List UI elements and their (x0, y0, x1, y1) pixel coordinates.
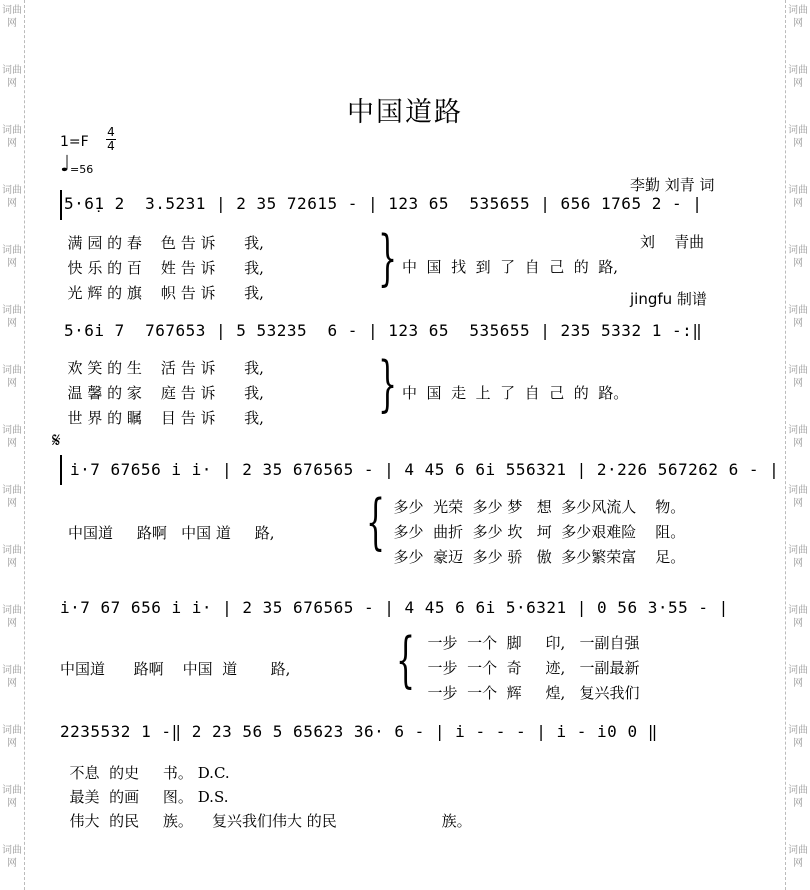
song-title: 中国道路 (347, 97, 463, 128)
watermark: 词曲网 (788, 485, 808, 509)
brace: { (366, 487, 386, 557)
watermark: 词曲网 (2, 725, 22, 749)
chorus-lead-2: 中国道 路啊 中国 道 路, (60, 660, 291, 678)
watermark: 词曲网 (2, 185, 22, 209)
watermark: 词曲网 (788, 845, 808, 869)
lyric-line: 一步 一个 辉 煌, 复兴我们 (427, 684, 640, 702)
lyric-line: 多少 豪迈 多少 骄 傲 多少繁荣富 足。 (393, 548, 686, 566)
brace: { (396, 625, 416, 695)
watermark: 词曲网 (788, 425, 808, 449)
brace: } (378, 223, 398, 293)
watermark: 词曲网 (788, 545, 808, 569)
lyric-line: 世 界 的 瞩 目 告 诉 我, (67, 409, 264, 427)
right-watermark-strip (785, 0, 810, 890)
lyric-line: 伟大 的民 族。 复兴我们伟大 的民 族。 (69, 812, 472, 830)
notes-line-3: i·7 67656 i i· | 2 35 676565 - | 4 45 6 6i 556321 | 2·226 567262 6 - | (70, 460, 780, 479)
tempo: =56 (70, 163, 94, 176)
lyrics-block-5 (60, 762, 472, 834)
watermark: 词曲网 (2, 125, 22, 149)
quarter-note-icon: ♩ (60, 152, 71, 177)
lyric-line: 快 乐 的 百 姓 告 诉 我, (67, 259, 264, 277)
lyric-line: 一步 一个 脚 印, 一副自强 (427, 634, 640, 652)
lyric-line: 一步 一个 奇 迹, 一副最新 (427, 659, 640, 677)
watermark: 词曲网 (2, 665, 22, 689)
watermark: 词曲网 (2, 785, 22, 809)
watermark: 词曲网 (2, 605, 22, 629)
watermark: 词曲网 (788, 725, 808, 749)
key-signature: 1=F (60, 134, 89, 150)
refrain-line-1: 中 国 找 到 了 自 己 的 路, (402, 258, 619, 276)
lyricist-credit: 李勤 刘青 词 (630, 176, 715, 194)
watermark: 词曲网 (2, 545, 22, 569)
watermark: 词曲网 (2, 845, 22, 869)
watermark: 词曲网 (788, 785, 808, 809)
lyric-line: 满 园 的 春 色 告 诉 我, (67, 234, 264, 252)
lyrics-block-3 (384, 496, 686, 568)
watermark: 词曲网 (2, 5, 22, 29)
watermark: 词曲网 (2, 425, 22, 449)
watermark: 词曲网 (2, 305, 22, 329)
credits (630, 138, 715, 328)
watermark: 词曲网 (788, 305, 808, 329)
time-bottom: 4 (107, 139, 115, 153)
watermark: 词曲网 (788, 665, 808, 689)
notes-line-4: i·7 67 656 i i· | 2 35 676565 - | 4 45 6 6i 5·6321 | 0 56 3·55 - | (60, 598, 729, 617)
notes-line-5: 2235532 1 -‖ 2 23 56 5 65623 36· 6 - | i - - - | i - i0 0 ‖ (60, 722, 658, 741)
watermark: 词曲网 (2, 485, 22, 509)
lyric-line: 多少 光荣 多少 梦 想 多少风流人 物。 (393, 498, 686, 516)
system-start-bar (60, 190, 62, 220)
lyric-line: 不息 的史 书。 D.C. (69, 764, 230, 782)
lyric-line: 欢 笑 的 生 活 告 诉 我, (67, 359, 264, 377)
watermark: 词曲网 (2, 245, 22, 269)
watermark: 词曲网 (788, 605, 808, 629)
lyrics-block-2 (58, 357, 264, 429)
watermark: 词曲网 (788, 365, 808, 389)
watermark: 词曲网 (788, 125, 808, 149)
brace: } (378, 349, 398, 419)
time-signature (106, 126, 116, 153)
left-watermark-strip (0, 0, 25, 890)
segno-sign: 𝄋 (52, 428, 61, 452)
lyric-line: 最美 的画 图。 D.S. (69, 788, 229, 806)
lyric-line: 光 辉 的 旗 帜 告 诉 我, (67, 284, 264, 302)
refrain-line-2: 中 国 走 上 了 自 己 的 路。 (402, 384, 629, 402)
watermark: 词曲网 (788, 185, 808, 209)
chorus-lead-1: 中国道 路啊 中国 道 路, (68, 524, 275, 542)
lyrics-block-4 (418, 632, 640, 704)
composer-credit: 刘 青曲 (640, 233, 705, 251)
notes-line-1: 5·6̣1 2 3.5231 | 2 35 72615 - | 123 65 535655 | 656 1765 2 - | (64, 194, 703, 213)
arranger-credit: jingfu 制谱 (630, 290, 707, 308)
time-top: 4 (107, 125, 115, 139)
lyrics-block-1 (58, 232, 264, 304)
watermark: 词曲网 (2, 365, 22, 389)
lyric-line: 多少 曲折 多少 坎 坷 多少艰难险 阻。 (393, 523, 686, 541)
watermark: 词曲网 (788, 5, 808, 29)
notes-line-2: 5·6i 7 767653 | 5 53235 6 - | 123 65 535655 | 235 5332 1 -:‖ (64, 321, 703, 340)
watermark: 词曲网 (788, 245, 808, 269)
watermark: 词曲网 (788, 65, 808, 89)
watermark: 词曲网 (2, 65, 22, 89)
lyric-line: 温 馨 的 家 庭 告 诉 我, (67, 384, 264, 402)
system-start-bar (60, 455, 62, 485)
